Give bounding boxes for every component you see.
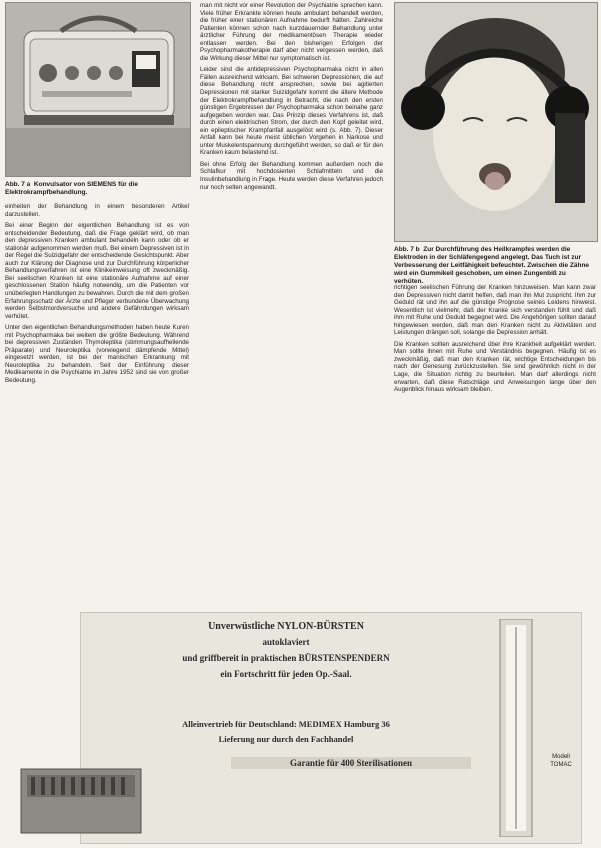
ad-line-distribution: Alleinvertrieb für Deutschland: MEDIMEX Hamburg 36 [182,719,390,729]
left-paragraph-3: Unter den eigentlichen Behandlungsmethoden haben heute Kuren mit Psychopharmaka bei weitem die größte Bedeutung. Während bei depressiven Zuständen Thymoleptika (stimmungsaufhellende Präparate) und Neuroleptika (vorwiegend dämpfende Mittel) eingesetzt werden, ist bei der manischen Erkrankung mit Neuroleptika zu behandeln. Seit der Einführung dieser Medikamente in die Psychiatrie im Jahre 1952 sind sie von großer Bedeutung. [5,324,189,385]
ad-headline: Unverwüstliche NYLON-BÜRSTEN [208,621,364,632]
figure-7b-caption [394,246,596,286]
right-paragraph-2: Die Kranken sollten ausreichend über ihre Krankheit aufgeklärt werden. Man sollte ihnen mit Ruhe und Verständnis begegnen. Häufig ist es zweckmäßig, daß man den Kranken rät, wichtige Entscheidungen bis nach der Genesung zurückzustellen. Sie sind gewöhnlich nicht in der Lage, die Situation richtig zu beurteilen. Man darf allerdings nicht erwarten, daß diese Ratschläge und Anweisungen lange über den Augenblick hinaus wirksam bleiben. [394,340,596,394]
ad-line-delivery: Lieferung nur durch den Fachhandel [218,734,354,744]
text-column-left [5,203,189,603]
product-model-label: Modell TOMAC [550,754,572,768]
patient-electrodes-illustration [395,3,597,241]
middle-paragraph-2: Leider sind die antidepressiven Psychopharmaka nicht in allen Fällen ausreichend wirksam. Bei schweren Depressionen, die auf diese Behandlung nicht ansprechen, sowie bei agitierten Depressionen mit starker Suizidgefahr kommt die ältere Methode der Elektrokrampfbehandlung in Betracht, die nach den ersten günstigen Ergebnissen der Psychopharmaka schon beinahe ganz aufgegeben worden war. Das Prinzip dieses Verfahrens ist, daß durch einen elektrischen Strom, der durch den Kopf geleitet wird, ein epileptischer Krampfanfall ausgelöst wird (s. Abb. 7). Dieser Anfall kann bei heute meist üblichen Vorgehen in Narkose und unter Muskelentspannung durchgeführt werden, so daß er für den Kranken kaum belastend ist. [200,66,383,157]
ad-line-autoklaviert: autoklaviert [262,637,310,647]
brush-column-illustration [496,619,536,837]
text-column-middle [200,2,383,602]
figure-7a-caption [5,181,189,197]
figure-7b-caption-text: Zur Durchführung des Heilkrampfes werden die Elektroden in der Schläfengegend angelegt. Das Tuch ist zur Verbesserung der Leitfähigkeit befeuchtet. Zwischen die Zähne wird ein Gummikeil geschoben, um einen Zungenbiß zu verhüten. [394,246,590,285]
figure-7b-caption-label: Abb. 7 b [394,246,420,253]
ad-line-guarantee: Garantie für 400 Sterilisationen [231,757,471,769]
figure-7a-caption-label: Abb. 7 a [5,181,31,188]
advertisement-nylon-brushes [80,612,582,844]
left-paragraph-1: einheiten der Behandlung in einem besonderen Artikel darzustellen. [5,203,189,218]
ad-line-progress: ein Fortschritt für jeden Op.-Saal. [220,669,352,679]
konvulsator-device-illustration [6,3,190,176]
figure-7b-patient-photo [394,2,598,242]
right-paragraph-1: richtigen seelischen Führung der Kranken hinzuweisen. Man kann zwar den Depressiven nicht damit helfen, daß man ihn Mut zuspricht. Ihm zur Geduld rät und ihn auf die günstige Prognose seines Leidens hinweist. Wesentlich ist vielmehr, daß der Kranke sich verstanden fühlt und daß ihm mit Ruhe und Geduld begegnet wird. Die Angehörigen sollten darauf hingewiesen werden, daß man den Kranken nicht zu Aktivitäten und Leistungen drängen soll, solange die Depression anhält. [394,284,596,337]
ad-line-dispensers: und griffbereit in praktischen BÜRSTENSPENDERN [182,653,390,663]
figure-7a-caption-text: Konvulsator von SIEMENS für die Elektrokrampfbehandlung. [5,181,138,196]
figure-7a-device-photo [5,2,191,177]
left-paragraph-2: Bei einer Beginn der eigentlichen Behandlung ist es von entscheidender Bedeutung, daß die Frage geklärt wird, ob man den depressiven Kranken ambulant behandeln kann oder ob er stationär aufgenommen werden muß. Bei einem Depressiven ist in der Regel die Suizidgefahr der entscheidende Gesichtspunkt. Aber auch zur Klärung der Diagnose und zur Durchführung körperlicher Behandlungsverfahren ist eine Klinikeinweisung oft zweckmäßig. Bei seelischen Kranken ist eine stationäre Aufnahme auf einer geschlossenen Station häufig notwendig, um die Patienten vor unüberlegten Handlungen zu bewahren. Durch die mit dem großen Erfahrungsschatz der Ärzte und Pfleger verbundene Überwachung werden Selbstmordversuche und andere Gefährdungen wirksam verhütet. [5,222,189,320]
middle-paragraph-3: Bei ohne Erfolg der Behandlung kommen außerdem noch die Schlafkur mit hochdosierten Schlafmitteln und die Insulinbehandlung in Frage. Heute werden diese Verfahren jedoch nur noch selten angewandt. [200,160,383,191]
text-column-right [394,284,596,602]
brush-dispenser-illustration [11,749,161,841]
middle-paragraph-1: man mit nicht vor einer Revolution der Psychiatrie sprechen kann. Viele früher Erkrankte können heute ambulant behandelt werden, die früher einer stationären Aufnahme bedurft hätten. Zahlreiche Patienten können schon nach kurzdauernder Behandlung unter ärztlicher Führung der medikamentösen Therapie wieder entlassen werden. Bei den bisherigen Erfolgen der Psychopharmakotherapie darf aber nicht vergessen werden, daß die Wirkung dieser Mittel nur symptomatisch ist. [200,2,383,62]
